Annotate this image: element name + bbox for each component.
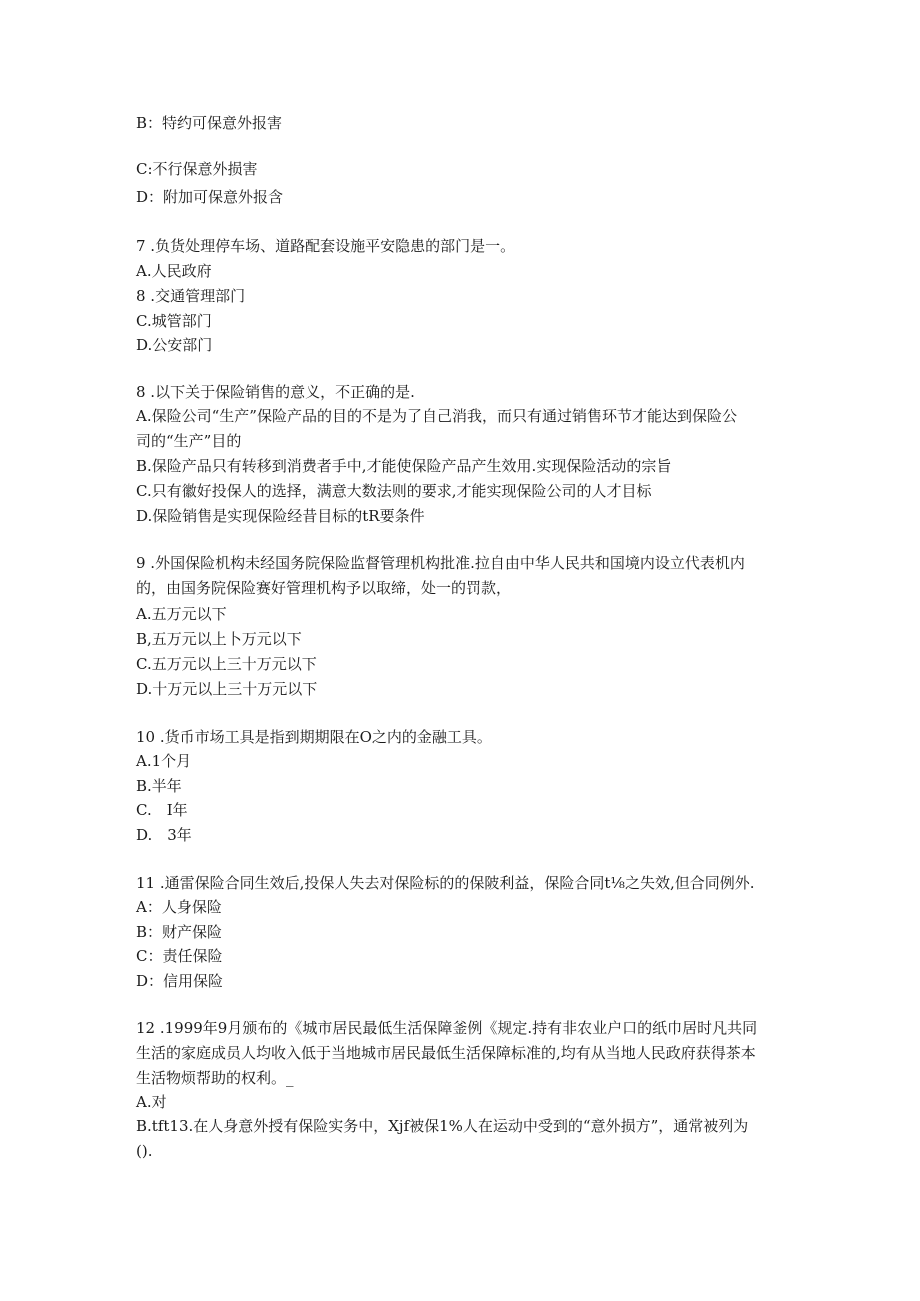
option-d-line: D.十万元以上三十万元以下 xyxy=(136,680,318,698)
option-a-line: A.人民政府 xyxy=(136,262,212,280)
question-12: 12 .1999年9月颁布的《城市居民最低生活保障釜例《规定.持有非农业户口的纸巾居时凡共同 xyxy=(136,1019,758,1037)
option-c-line: C. I年 xyxy=(136,801,188,819)
option-c-line: C.城管部门 xyxy=(136,312,212,330)
option-a-line: A.五万元以下 xyxy=(136,605,227,623)
option-a-line: A.1个月 xyxy=(136,752,192,770)
option-c-line: C.五万元以上三十万元以下 xyxy=(136,655,317,673)
option-d-line: D：附加可保意外报含 xyxy=(136,188,284,206)
option-a-line: A.保险公司“生产”保险产品的目的不是为了自己消我，而只有通过销售环节才能达到保险公 xyxy=(136,407,737,425)
question-11: 11 .通雷保险合同生效后,投保人失去对保险标的的保陂利益，保险合同t⅛之失效,但合同例外. xyxy=(136,874,755,892)
option-b-question-13-line: B.tft13.在人身意外授有保险实务中，Xjf被保1%人在运动中受到的“意外损方”，通常被列为 xyxy=(136,1117,749,1135)
question-10: 10 .货币市场工具是指到期期限在O之内的金融工具。 xyxy=(136,728,492,746)
option-c-line: C：责任保险 xyxy=(136,947,223,965)
question-8: 8 .以下关于保险销售的意义，不正确的是. xyxy=(136,383,415,401)
option-b-line: B.保险产品只有转移到消费者手中,才能使保险产品产生效用.实现保险活动的宗旨 xyxy=(136,457,672,475)
question-9-continuation: 的，由国务院保险赛好管理机构予以取缔，处一的罚款， xyxy=(136,579,512,597)
option-a-line: A：人身保险 xyxy=(136,898,222,916)
question-12-continuation: 生活的家庭成员人均收入低于当地城市居民最低生活保障标准的,均有从当地人民政府获得茶本 xyxy=(136,1044,756,1062)
option-d-line: D：信用保险 xyxy=(136,972,224,990)
option-d-line: D. 3年 xyxy=(136,826,192,844)
option-b-line: B,五万元以上卜万元以下 xyxy=(136,630,302,648)
question-12-continuation: 生活物烦帮助的权利。_ xyxy=(136,1069,294,1087)
option-d-line: D.公安部门 xyxy=(136,336,213,354)
option-a-continuation: 司的“生产”目的 xyxy=(136,432,242,450)
option-b-line: B.半年 xyxy=(136,777,182,795)
question-9: 9 .外国保险机构未经国务院保险监督管理机构批准.拉自由中华人民共和国境内设立代表机内 xyxy=(136,554,745,572)
option-a-line: A.对 xyxy=(136,1093,167,1111)
option-b-line: 8 .交通管理部门 xyxy=(136,287,246,305)
option-d-line: D.保险销售是实现保险经昔目标的tR要条件 xyxy=(136,507,425,525)
question-13-continuation: (). xyxy=(136,1142,153,1160)
option-c-line: C:不行保意外损害 xyxy=(136,160,258,178)
option-b-line: B：财产保险 xyxy=(136,923,223,941)
question-7: 7 .负货处理停车场、道路配套设施平安隐患的部门是一。 xyxy=(136,237,516,255)
option-b-line: B：特约可保意外报害 xyxy=(136,114,283,132)
option-c-line: C.只有徽好投保人的选择，满意大数法则的要求,才能实现保险公司的人才目标 xyxy=(136,482,652,500)
